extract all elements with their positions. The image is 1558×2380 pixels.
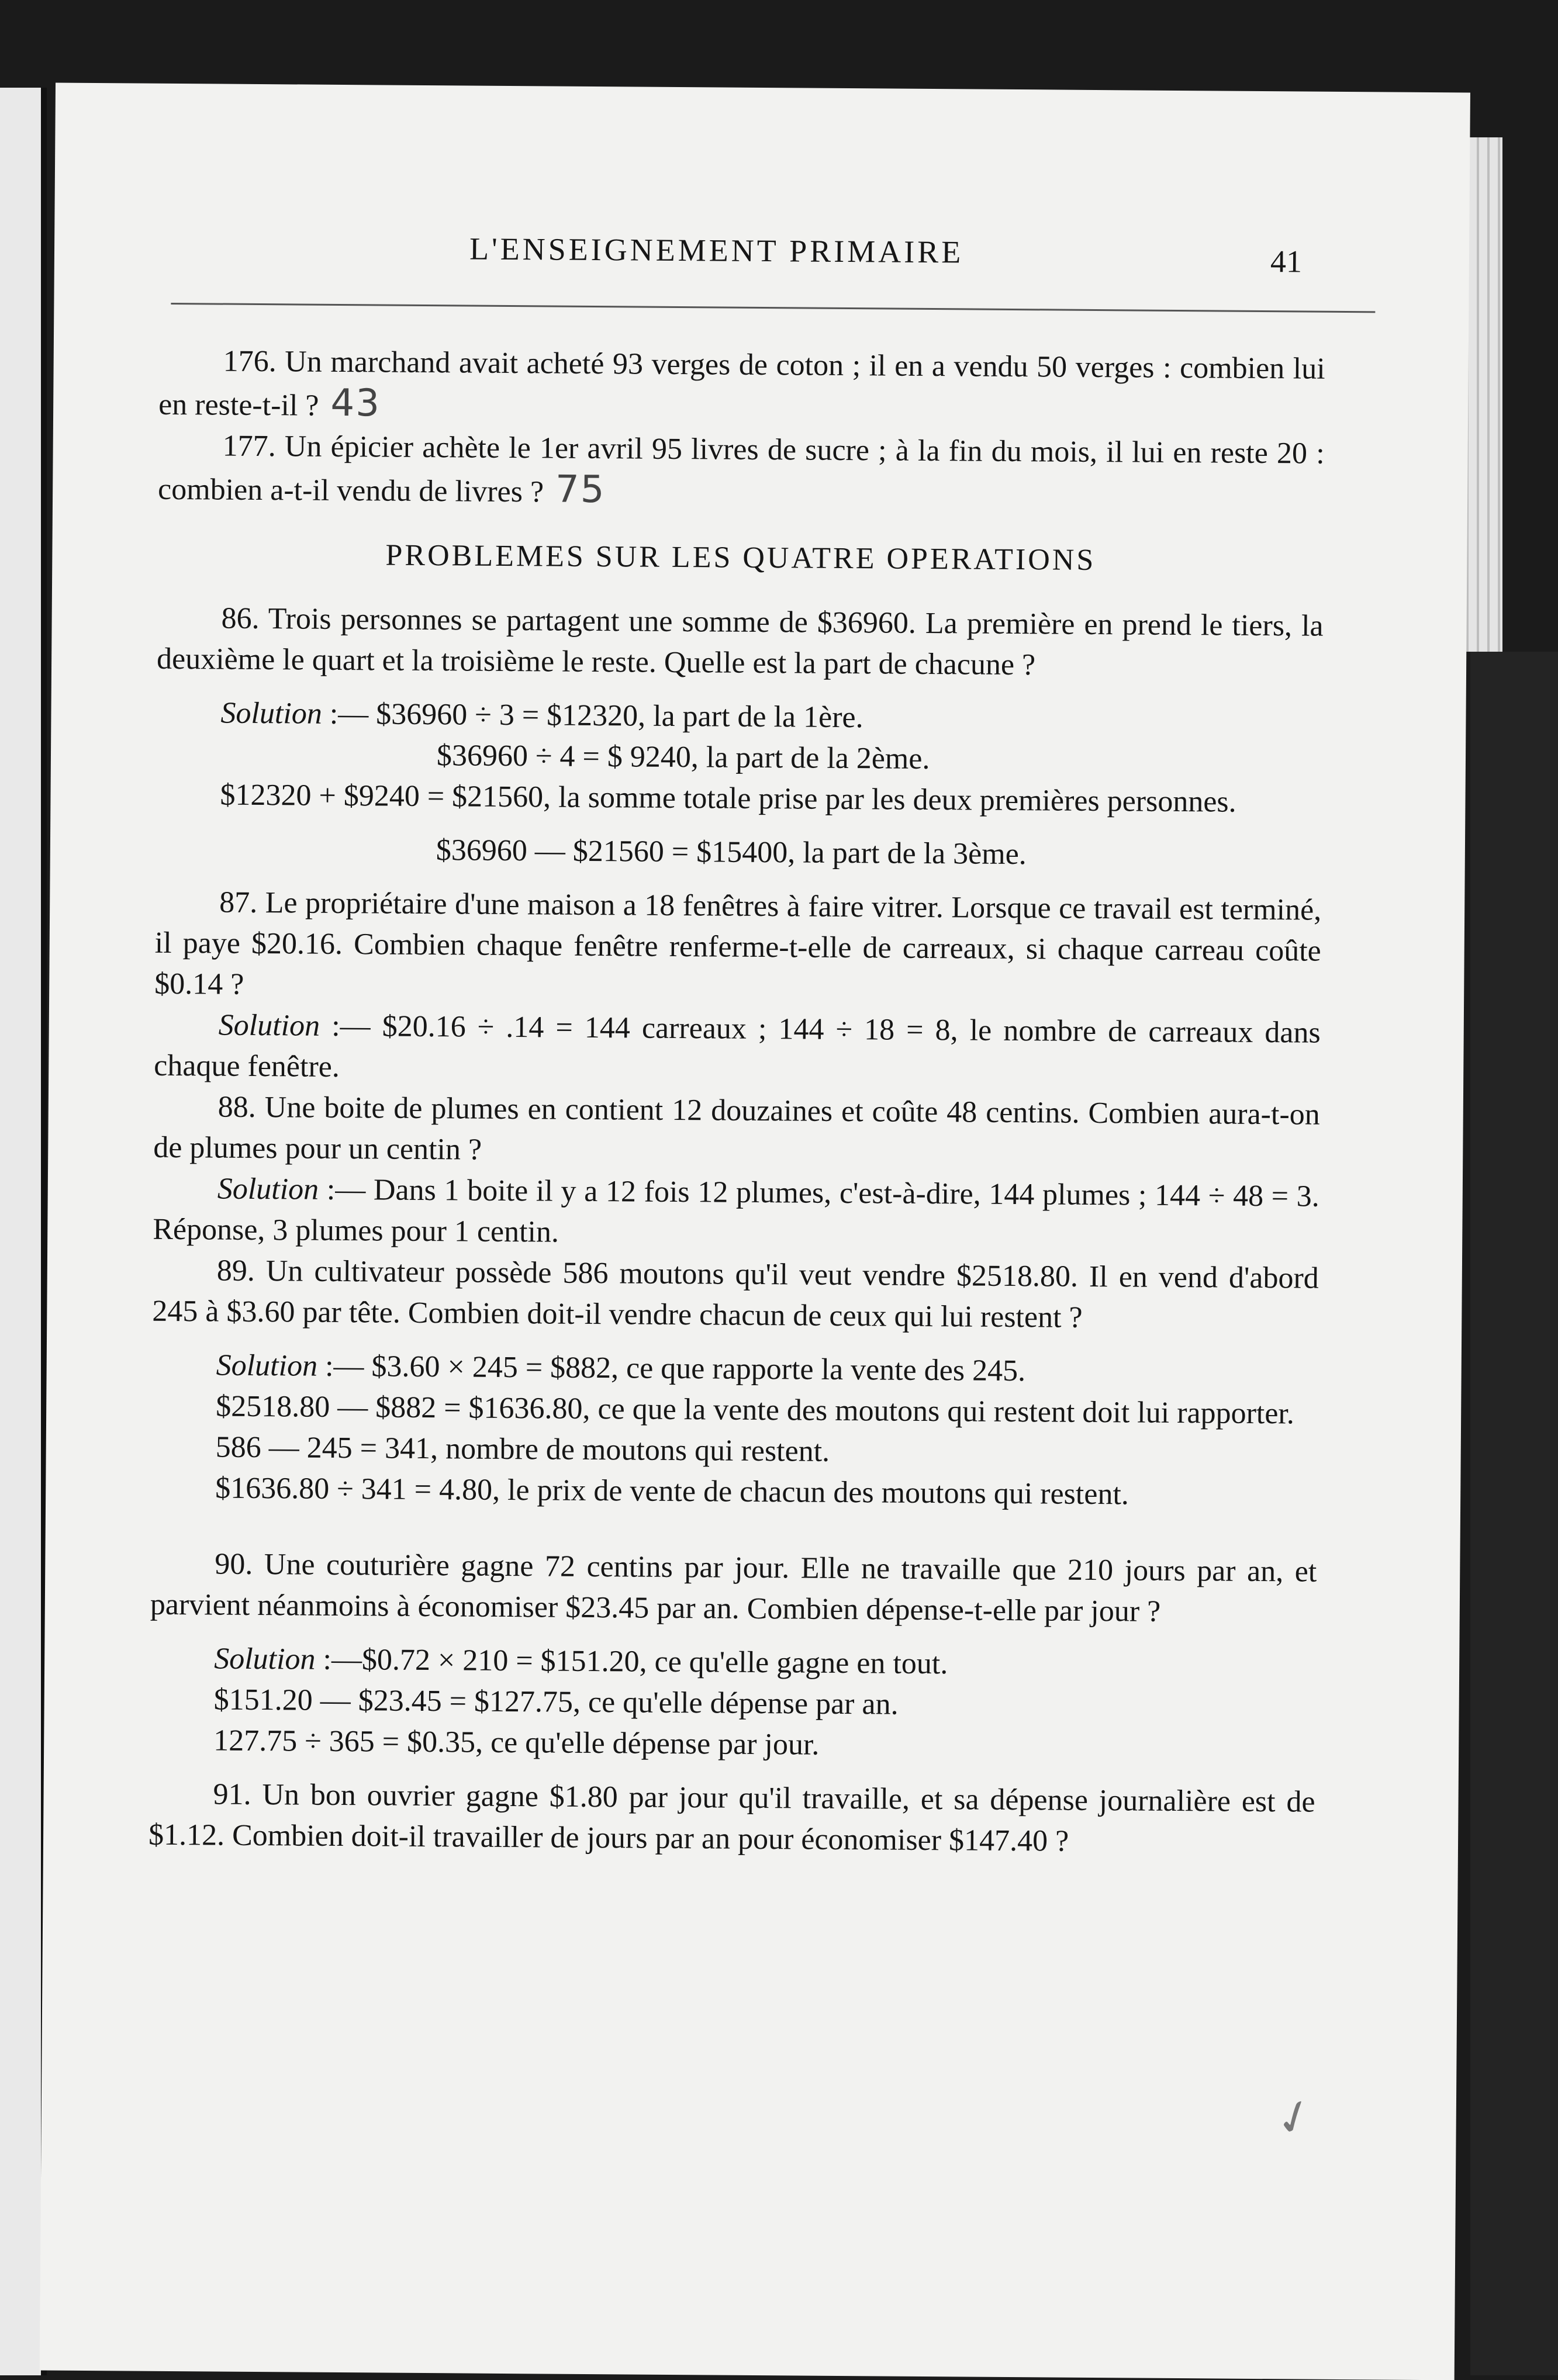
pencil-answer: 75 [555,468,606,512]
problem-90: 90. Une couturière gagne 72 centins par jour. Elle ne travaille que 210 jours par an, et parvient néanmoins à économiser $23.45 par an. Combien dépense-t-elle par jour ? [150,1547,1317,1628]
solution-89-line-3: 586 — 245 = 341, nombre de moutons qui restent. [215,1430,830,1468]
section-title: PROBLEMES SUR LES QUATRE OPERATIONS [385,538,1096,577]
adjacent-page-edge [0,88,47,2375]
page-content [148,341,1325,1864]
pencil-answer: 43 [330,381,381,426]
solution-label: Solution [218,1008,320,1043]
solution-86-line-1 [156,693,1322,742]
page-number: 41 [1270,244,1303,279]
solution-text: :— Dans 1 boite il y a 12 fois 12 plumes, c'est-à-dire, 144 plumes ; 144 ÷ 48 = 3. Réponse, 3 plumes pour 1 centin. [153,1172,1319,1249]
problem-89: 89. Un cultivateur possède 586 moutons qu'il veut vendre $2518.80. Il en vend d'abord 245 à $3.60 par tête. Combien doit-il vendre chacun de ceux qui lui restent ? [152,1254,1319,1334]
solution-89-line-4: $1636.80 ÷ 341 = 4.80, le prix de vente de chacun des moutons qui restent. [215,1471,1129,1511]
solution-label: Solution [220,696,323,731]
solution-87 [154,1005,1321,1095]
solution-90-line-3: 127.75 ÷ 365 = $0.35, ce qu'elle dépense par jour. [213,1724,820,1762]
page-header [54,228,1469,279]
solution-text: :— $3.60 × 245 = $882, ce que rapporte la vente des 245. [317,1349,1026,1388]
problem-86: 86. Trois personnes se partagent une somme de $36960. La première en prend le tiers, la deuxième le quart et la troisième le reste. Quelle est la part de chacune ? [156,601,1324,682]
solution-86-line-3: $12320 + $9240 = $21560, la somme totale prise par les deux premières personnes. [220,778,1236,819]
header-rule [171,303,1375,313]
solution-label: Solution [217,1172,319,1206]
solution-text: :— $20.16 ÷ .14 = 144 carreaux ; 144 ÷ 18 = 8, le nombre de carreaux dans chaque fenêtre. [154,1009,1321,1084]
solution-86-line-4: $36960 — $21560 = $15400, la part de la 3ème. [436,833,1027,871]
solution-88 [153,1168,1319,1258]
problem-87: 87. Le propriétaire d'une maison a 18 fenêtres à faire vitrer. Lorsque ce travail est terminé, il paye $20.16. Combien chaque fenêtre renferme-t-elle de carreaux, si chaque carreau coûte $0.14 ? [154,885,1322,1001]
solution-89-line-2: $2518.80 — $882 = $1636.80, ce que la vente des moutons qui restent doit lui rapporter. [216,1389,1295,1431]
solution-90-line-2: $151.20 — $23.45 = $127.75, ce qu'elle dépense par an. [213,1683,899,1721]
problem-text: 176. Un marchand avait acheté 93 verges de coton ; il en a vendu 50 verges : combien lui en reste-t-il ? [158,344,1325,423]
problem-91: 91. Un bon ouvrier gagne $1.80 par jour qu'il travaille, et sa dépense journalière est de $1.12. Combien doit-il travailler de jours par an pour économiser $147.40 ? [148,1777,1315,1858]
solution-text: :— $36960 ÷ 3 = $12320, la part de la 1ère. [322,697,863,735]
solution-label: Solution [214,1642,316,1676]
running-title: L'ENSEIGNEMENT PRIMAIRE [469,231,964,270]
problem-177 [158,426,1325,518]
problem-text: 177. Un épicier achète le 1er avril 95 livres de sucre ; à la fin du mois, il lui en reste 20 : combien a-t-il vendu de livres ? [157,429,1325,509]
book-page [40,83,1470,2380]
problem-88: 88. Une boite de plumes en contient 12 douzaines et coûte 48 centins. Combien aura-t-on de plumes pour un centin ? [153,1090,1320,1167]
solution-text: :—$0.72 × 210 = $151.20, ce qu'elle gagne en tout. [315,1642,948,1681]
scanner-background [1470,652,1558,2375]
pencil-check-mark: ✓ [1267,2085,1322,2150]
solution-86-line-2: $36960 ÷ 4 = $ 9240, la part de la 2ème. [436,739,930,776]
solution-label: Solution [216,1348,318,1383]
problem-176 [158,341,1325,434]
